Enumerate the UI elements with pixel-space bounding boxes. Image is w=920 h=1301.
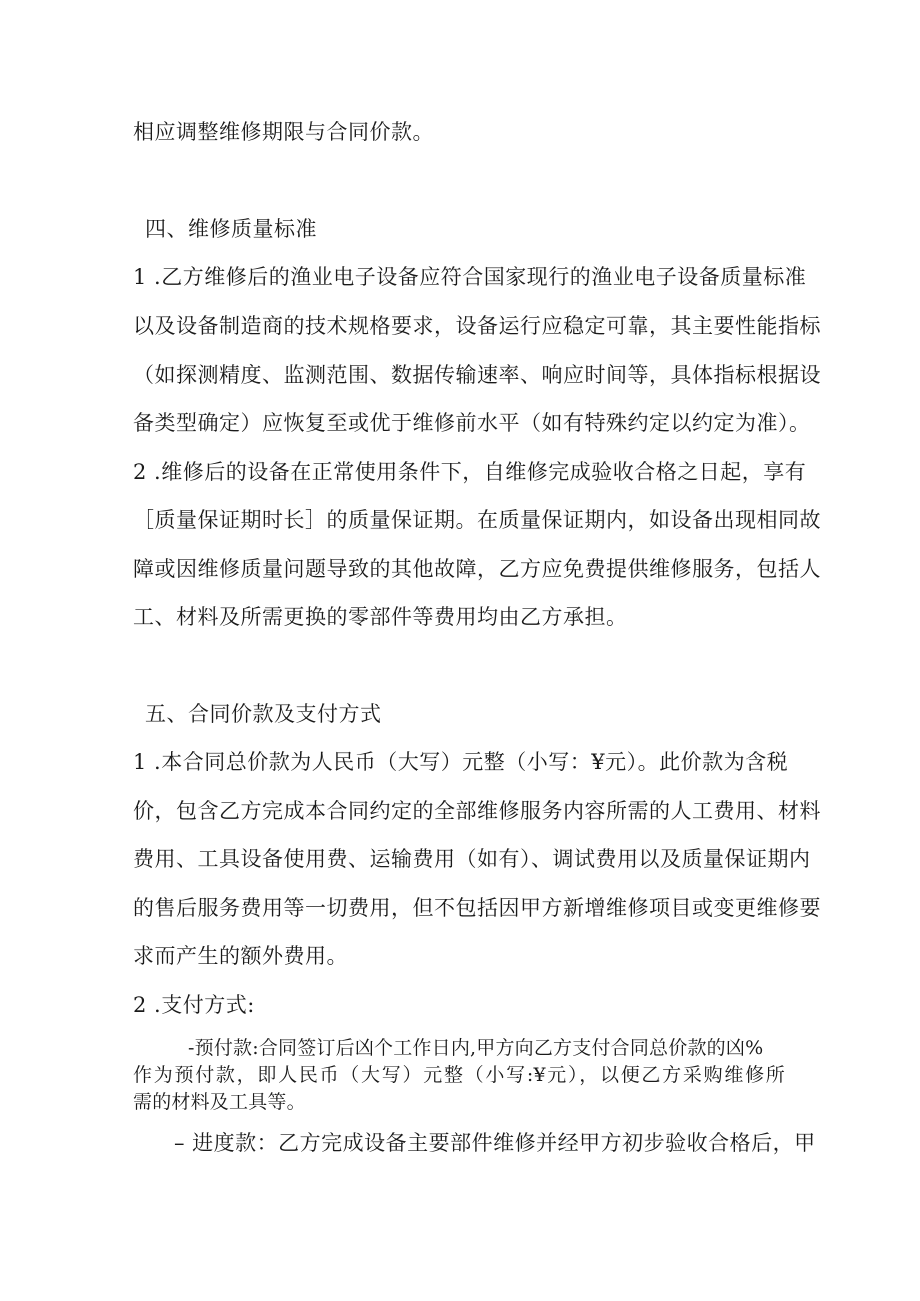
paragraph-line: 的售后服务费用等一切费用，但不包括因甲方新增维修项目或变更维修要 [133, 896, 821, 920]
paragraph-line: – 进度款：乙方完成设备主要部件维修并经甲方初步验收合格后，甲 [174, 1131, 816, 1155]
section-heading-price-payment: 五、合同价款及支付方式 [145, 702, 382, 726]
paragraph-line: （如探测精度、监测范围、数据传输速率、响应时间等，具体指标根据设 [133, 363, 821, 387]
paragraph-line: 备类型确定）应恢复至或优于维修前水平（如有特殊约定以约定为准）。 [133, 411, 811, 435]
paragraph-line: ［质量保证期时长］的质量保证期。在质量保证期内，如设备出现相同故 [133, 508, 821, 532]
paragraph-line: 以及设备制造商的技术规格要求，设备运行应稳定可靠，其主要性能指标 [133, 314, 821, 338]
paragraph-line: 工、材料及所需更换的零部件等费用均由乙方承担。 [133, 605, 628, 629]
paragraph-line: -预付款:合同签订后凶个工作日内,甲方向乙方支付合同总价款的凶% [188, 1037, 764, 1059]
payment-method-label: 2 .支付方式: [133, 993, 255, 1017]
paragraph-line: 需的材料及工具等。 [133, 1091, 306, 1113]
paragraph-line: 求而产生的额外费用。 [133, 944, 348, 968]
paragraph-line: 作为预付款，即人民币（大写）元整（小写:¥元），以便乙方采购维修所 [133, 1064, 785, 1086]
paragraph-line: 价，包含乙方完成本合同约定的全部维修服务内容所需的人工费用、材料 [133, 799, 821, 823]
paragraph-line: 相应调整维修期限与合同价款。 [133, 120, 434, 144]
paragraph-line: 1 .乙方维修后的渔业电子设备应符合国家现行的渔业电子设备质量标准 [133, 265, 807, 289]
paragraph-line: 费用、工具设备使用费、运输费用（如有）、调试费用以及质量保证期内 [133, 847, 811, 871]
paragraph-line: 2 .维修后的设备在正常使用条件下，自维修完成验收合格之日起，享有 [133, 460, 807, 484]
section-heading-quality-standard: 四、维修质量标准 [145, 217, 317, 241]
paragraph-line: 1 .本合同总价款为人民币（大写）元整（小写：¥元）。此价款为含税 [133, 750, 789, 774]
paragraph-line: 障或因维修质量问题导致的其他故障，乙方应免费提供维修服务，包括人 [133, 557, 821, 581]
